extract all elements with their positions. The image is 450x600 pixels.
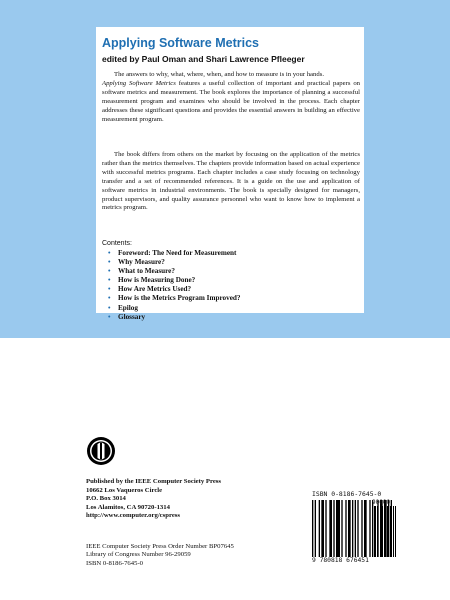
- contents-item: • Why Measure?: [108, 258, 165, 267]
- publisher-address-line: 10662 Los Vaqueros Circle: [86, 486, 163, 494]
- barcode-bar: [374, 506, 376, 557]
- publisher-address-line: P.O. Box 3014: [86, 495, 126, 503]
- barcode-bar: [387, 506, 389, 557]
- barcode-bar: [319, 500, 320, 557]
- barcode-bar: [372, 506, 373, 557]
- book-title: Applying Software Metrics: [102, 36, 259, 50]
- barcode-bar: [333, 500, 334, 557]
- description-paragraph-1: [102, 71, 360, 124]
- barcode-bar: [377, 506, 378, 557]
- barcode-bar: [364, 500, 367, 557]
- contents-item: • What to Measure?: [108, 267, 175, 276]
- contents-item: • How Are Metrics Used?: [108, 285, 192, 294]
- barcode-bar: [380, 506, 381, 557]
- description-panel: [96, 27, 364, 321]
- paragraph-1-book-title: Applying Software Metrics: [102, 79, 176, 87]
- publisher-block: [86, 478, 221, 521]
- price-code: 90000: [372, 499, 391, 506]
- description-paragraph-2: [102, 151, 360, 213]
- barcode-bar: [352, 500, 353, 557]
- bullet-icon: •: [108, 303, 111, 312]
- barcode-bar: [345, 500, 346, 557]
- publisher-address-line: Los Alamitos, CA 90720-1314: [86, 503, 170, 511]
- barcode-bar: [382, 506, 383, 557]
- barcode-bar: [312, 500, 313, 557]
- contents-item: • Glossary: [108, 312, 146, 321]
- bullet-icon: •: [108, 294, 111, 303]
- barcode-bar: [329, 500, 332, 557]
- contents-item: • How is Measuring Done?: [108, 276, 196, 285]
- contents-list: [108, 249, 241, 322]
- barcode-bar: [336, 500, 340, 557]
- barcode-bar: [390, 506, 392, 557]
- barcode-bar: [341, 500, 342, 557]
- barcode-bar: [325, 500, 326, 557]
- ieee-cs-logo-icon: [86, 436, 116, 466]
- barcode-bar: [369, 500, 370, 557]
- order-info-block: [86, 543, 234, 568]
- publisher-url: http://www.computer.org/cspress: [86, 512, 180, 520]
- barcode-bar: [355, 500, 356, 557]
- barcode-bar: [357, 500, 358, 557]
- barcode-number: 9 780818 676451: [312, 557, 369, 564]
- contents-heading: Contents:: [102, 240, 132, 247]
- paragraph-1-rest: features a useful collection of important and practical papers on software metrics and measurement. The book explores the importance of planning a successful measurement program and examines who should be involved in the process. Each chapter addresses these significant questions and provides the essential answers in building an effective measurement program.: [102, 79, 361, 123]
- paragraph-1-lead: The answers to why, what, where, when, and how to measure is in your hands.: [114, 71, 324, 78]
- order-number: IEEE Computer Society Press Order Number BP07645: [86, 543, 234, 550]
- barcode-bar: [361, 500, 362, 557]
- library-of-congress-number: Library of Congress Number 96-29059: [86, 551, 191, 559]
- bullet-icon: •: [108, 276, 111, 285]
- bullet-icon: •: [108, 285, 111, 294]
- bullet-icon: •: [108, 258, 111, 267]
- barcode-bar: [321, 500, 324, 557]
- barcode-bar: [395, 506, 396, 557]
- isbn-line: ISBN 0-8186-7645-0: [86, 559, 144, 567]
- barcode-bar: [385, 506, 386, 557]
- barcode-isbn-text: ISBN 0-8186-7645-0: [312, 490, 382, 498]
- book-authors: edited by Paul Oman and Shari Lawrence Pfleeger: [102, 54, 305, 64]
- bullet-icon: •: [108, 249, 111, 257]
- contents-item: • How is the Metrics Program Improved?: [108, 294, 241, 303]
- contents-item: • Foreword: The Need for Measurement: [108, 249, 237, 257]
- bullet-icon: •: [108, 267, 111, 276]
- bullet-icon: •: [108, 312, 111, 321]
- barcode-bar: [348, 500, 351, 557]
- paragraph-2-text: The book differs from others on the market by focusing on the application of the metrics rather than the metrics themselves. The chapters provide information based on actual experience with successful metrics programs. Each chapter includes a case study focusing on technology transfer and a set of recommended references. It is a guide on the use and application of software metrics in industrial environments. The book is specially designed for managers, product supervisors, and quality assurance personnel who want to know how to implement a metrics program.: [102, 151, 360, 212]
- barcode-bar: [315, 500, 316, 557]
- barcode-bar: [393, 506, 394, 557]
- publisher-line: Published by the IEEE Computer Society Press: [86, 478, 222, 485]
- contents-item: • Epilog: [108, 303, 138, 312]
- price-barcode-icon: [372, 506, 397, 557]
